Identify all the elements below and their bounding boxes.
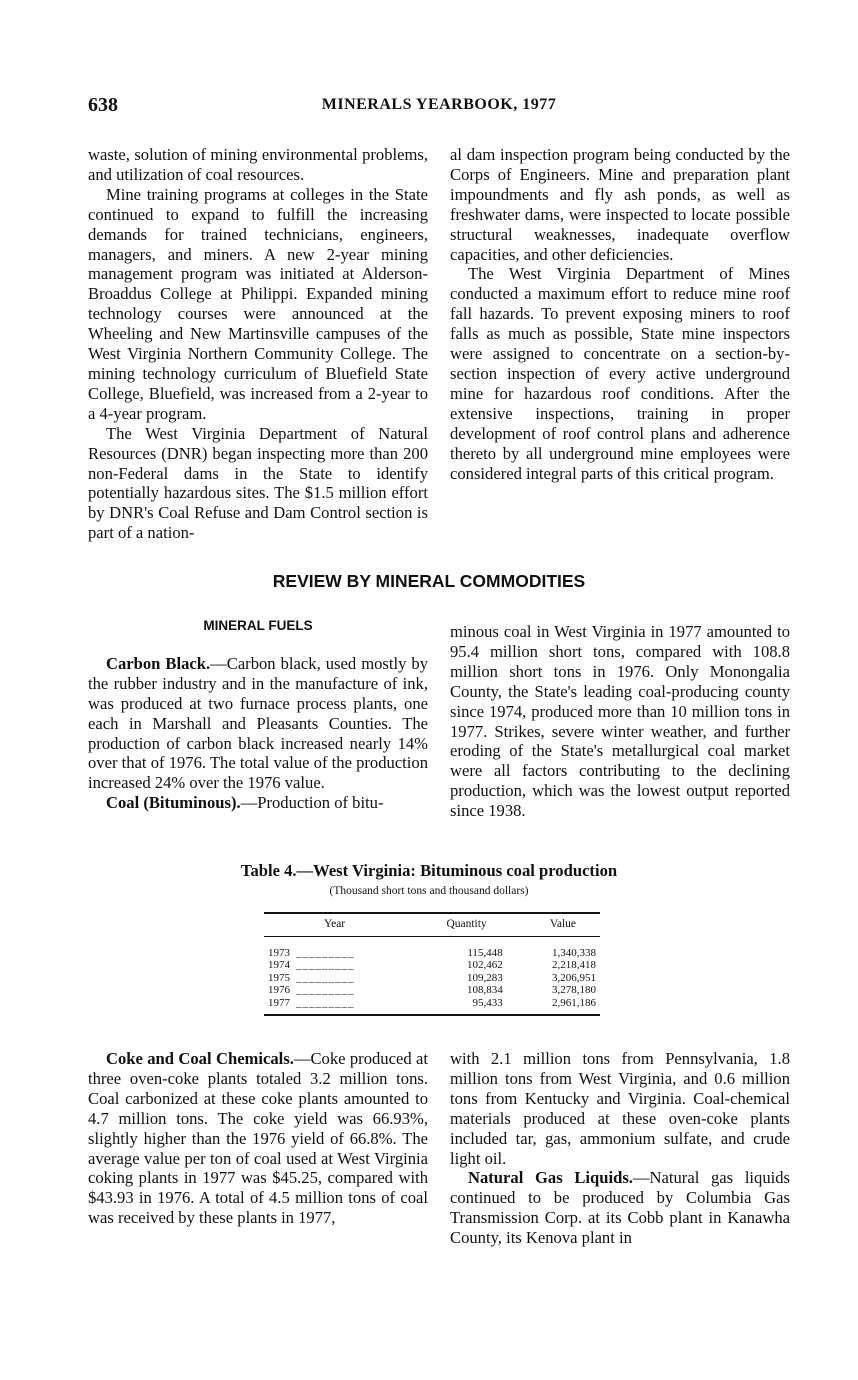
- column-header-quantity: Quantity: [405, 913, 503, 936]
- paragraph: The West Virginia Department of Natural Resources (DNR) began inspecting more than 200 non-Federal dams in the State to identify potentially hazardous sites. The $1.5 million effort by DNR's Coal Refuse and Dam Control section is part of a nation-: [88, 423, 428, 543]
- table-row: [264, 984, 600, 997]
- paragraph-text: —Carbon black, used mostly by the rubber industry and in the manufacture of ink, was produced at two furnace process plants, one each in Marshall and Pleasants Counties. The production of carbon black increased nearly 14% over that of 1976. The total value of the production increased 24% over the 1976 value.: [88, 653, 429, 793]
- paragraph: with 2.1 million tons from Pennsylvania, 1.8 million tons from West Virginia, and 0.6 million tons from Kentucky and Virginia. Coal-chemical materials produced at these oven-coke plants included tar, gas, ammonium sulfate, and crude light oil.: [450, 1049, 790, 1168]
- run-in-heading: Coal (Bituminous).: [106, 793, 241, 813]
- quantity-cell: 115,448: [467, 946, 503, 959]
- value-cell: 2,961,186: [503, 997, 600, 1015]
- year-cell: 1975: [268, 971, 290, 984]
- value-cell: 1,340,338: [552, 946, 596, 959]
- paragraph: waste, solution of mining environmental problems, and utilization of coal resources.: [88, 145, 428, 184]
- value-cell: 2,218,418: [552, 959, 596, 972]
- quantity-cell: 102,462: [466, 959, 503, 972]
- paragraph: Mine training programs at colleges in the State continued to expand to fulfill the increasing demands for trained technicians, engineers, managers, and miners. A new 2-year mining management program was initiated at Alderson-Broaddus College at Philippi. Expanded mining technology courses were announced at the Wheeling and New Martinsville campuses of the West Virginia Northern Community College. The mining technology curriculum of Bluefield State College, Bluefield, was increased from a 2-year to a 4-year program.: [88, 184, 428, 423]
- lower-right-column: [450, 1049, 790, 1248]
- running-title: MINERALS YEARBOOK, 1977: [321, 96, 557, 113]
- quantity-cell: 109,283: [466, 971, 503, 984]
- run-in-heading: Natural Gas Liquids.: [468, 1168, 633, 1188]
- subsection-heading: MINERAL FUELS: [203, 618, 313, 633]
- dot-leaders: _________: [296, 996, 355, 1009]
- run-in-heading: Carbon Black.: [106, 653, 211, 673]
- column-header-year: Year: [264, 913, 405, 936]
- value-cell: 3,206,951: [552, 971, 596, 984]
- dot-leaders: _________: [296, 959, 355, 972]
- paragraph-text: —Natural gas liquids continued to be produced by Columbia Gas Transmission Corp. at its Cobb plant in Kanawha County, its Kenova plant in: [450, 1168, 790, 1248]
- table-row: [264, 997, 600, 1015]
- quantity-cell: 95,433: [405, 997, 503, 1015]
- table-header-row: [264, 913, 600, 936]
- table-row: [264, 936, 600, 959]
- run-in-heading: Coke and Coal Chemicals.: [106, 1049, 294, 1068]
- table-row: [264, 959, 600, 972]
- data-table: [264, 912, 600, 1016]
- year-cell: 1974: [268, 959, 290, 972]
- paragraph-natural-gas-liquids: [450, 1168, 790, 1248]
- paragraph-text: —Production of bitu-: [240, 793, 384, 813]
- year-cell: 1973: [268, 946, 290, 959]
- value-cell: 3,278,180: [552, 984, 596, 997]
- table-subtitle: (Thousand short tons and thousand dollars): [329, 885, 529, 897]
- running-head: [88, 94, 790, 118]
- paragraph: The West Virginia Department of Mines conducted a maximum effort to reduce mine roof fall hazards. To prevent exposing miners to roof falls as much as possible, State mine inspectors were assigned to concentrate on a section-by-section inspection of every active underground mine for hazardous roof conditions. After the extensive inspections, training in proper development of roof control plans and adherence thereto by all underground mine employees were considered integral parts of this critical program.: [450, 264, 790, 483]
- middle-left-column: [88, 616, 428, 813]
- quantity-cell: 108,834: [466, 984, 503, 997]
- table-row: [264, 972, 600, 985]
- paragraph-coal: [88, 793, 428, 813]
- middle-right-column: [450, 622, 790, 821]
- year-cell: 1976: [268, 984, 290, 997]
- paragraph: minous coal in West Virginia in 1977 amounted to 95.4 million short tons, compared with 108.8 million short tons in 1976. Only Monongalia County, the State's leading coal-producing county since 1974, produced more than 10 million tons in 1977. Strikes, severe winter weather, and further eroding of the State's metallurgical coal market were all factors contributing to the declining production, which was the lowest output reported since 1938.: [450, 622, 790, 821]
- section-heading: REVIEW BY MINERAL COMMODITIES: [272, 571, 586, 591]
- paragraph: al dam inspection program being conducted by the Corps of Engineers. Mine and preparation plant impoundments and fly ash ponds, as well as freshwater dams, were inspected to locate possible structural weaknesses, inadequate overflow capacities, and other deficiencies.: [450, 145, 790, 264]
- dot-leaders: _________: [296, 971, 355, 984]
- year-cell: 1977: [268, 996, 290, 1009]
- page-number: 638: [88, 94, 118, 116]
- table-title: Table 4.—West Virginia: Bituminous coal production: [240, 861, 618, 880]
- dot-leaders: _________: [296, 946, 355, 959]
- dot-leaders: _________: [296, 984, 355, 997]
- paragraph-carbon-black: [88, 654, 428, 793]
- upper-right-column: [450, 145, 790, 483]
- upper-left-column: [88, 145, 428, 543]
- column-header-value: Value: [503, 913, 600, 936]
- paragraph-text: —Coke produced at three oven-coke plants totaled 3.2 million tons. Coal carbonized at these coke plants amounted to 4.7 million tons. The coke yield was 66.93%, slightly higher than the 1976 yield of 66.8%. The average value per ton of coal used at West Virginia coking plants in 1977 was $45.25, compared with $43.93 in 1976. A total of 4.5 million tons of coal was received by these plants in 1977,: [88, 1049, 428, 1228]
- paragraph-coke: [88, 1049, 428, 1228]
- lower-left-column: [88, 1049, 428, 1228]
